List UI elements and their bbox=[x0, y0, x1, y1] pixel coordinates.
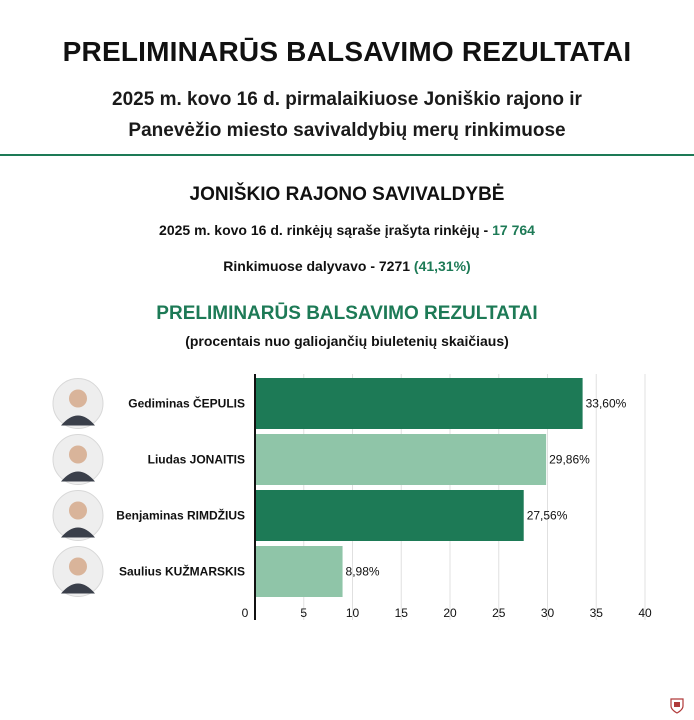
x-tick-label: 5 bbox=[300, 606, 308, 620]
bar bbox=[255, 434, 546, 485]
subtitle-line-1: 2025 m. kovo 16 d. pirmalaikiuose Joniškio rajono ir bbox=[112, 89, 582, 110]
logo-icon bbox=[670, 698, 684, 714]
x-tick-label: 10 bbox=[345, 606, 360, 620]
turnout-percent: (41,31%) bbox=[413, 258, 471, 274]
candidate-name: Liudas JONAITIS bbox=[147, 452, 245, 467]
avatar-head-icon bbox=[69, 390, 87, 408]
bar bbox=[255, 546, 343, 597]
avatar-head-icon bbox=[69, 502, 87, 520]
bar bbox=[255, 378, 583, 429]
municipality-title: JONIŠKIO RAJONO SAVIVALDYBĖ bbox=[189, 184, 505, 205]
turnout-text: Rinkimuose dalyvavo - 7271 bbox=[223, 258, 414, 274]
x-tick-label: 0 bbox=[241, 606, 249, 620]
candidate-name: Benjaminas RIMDŽIUS bbox=[116, 508, 245, 523]
bar-value-label: 29,86% bbox=[549, 452, 590, 467]
results-subtitle: (procentais nuo galiojančių biuletenių skaičiaus) bbox=[185, 333, 509, 349]
candidate-name: Saulius KUŽMARSKIS bbox=[118, 564, 245, 579]
bar-value-label: 33,60% bbox=[585, 396, 627, 411]
x-tick-label: 15 bbox=[394, 606, 408, 620]
page-title: PRELIMINARŪS BALSAVIMO REZULTATAI bbox=[62, 36, 632, 67]
x-tick-label: 30 bbox=[540, 606, 555, 620]
x-tick-label: 20 bbox=[443, 606, 457, 620]
bar bbox=[255, 490, 524, 541]
results-title: PRELIMINARŪS BALSAVIMO REZULTATAI bbox=[156, 303, 538, 324]
x-tick-label: 25 bbox=[492, 606, 506, 620]
bar-value-label: 27,56% bbox=[526, 508, 568, 523]
candidate-name: Gediminas ČEPULIS bbox=[128, 396, 245, 411]
avatar-head-icon bbox=[69, 558, 87, 576]
x-tick-label: 35 bbox=[589, 606, 603, 620]
subtitle-line-2: Panevėžio miesto savivaldybių merų rinkimuose bbox=[128, 120, 566, 141]
registered-voters-count: 17 764 bbox=[492, 222, 535, 238]
avatar-head-icon bbox=[69, 446, 87, 464]
bar-value-label: 8,98% bbox=[345, 564, 380, 579]
registered-voters-text: 2025 m. kovo 16 d. rinkėjų sąraše įrašyta rinkėjų - bbox=[159, 222, 493, 238]
x-tick-label: 40 bbox=[638, 606, 652, 620]
